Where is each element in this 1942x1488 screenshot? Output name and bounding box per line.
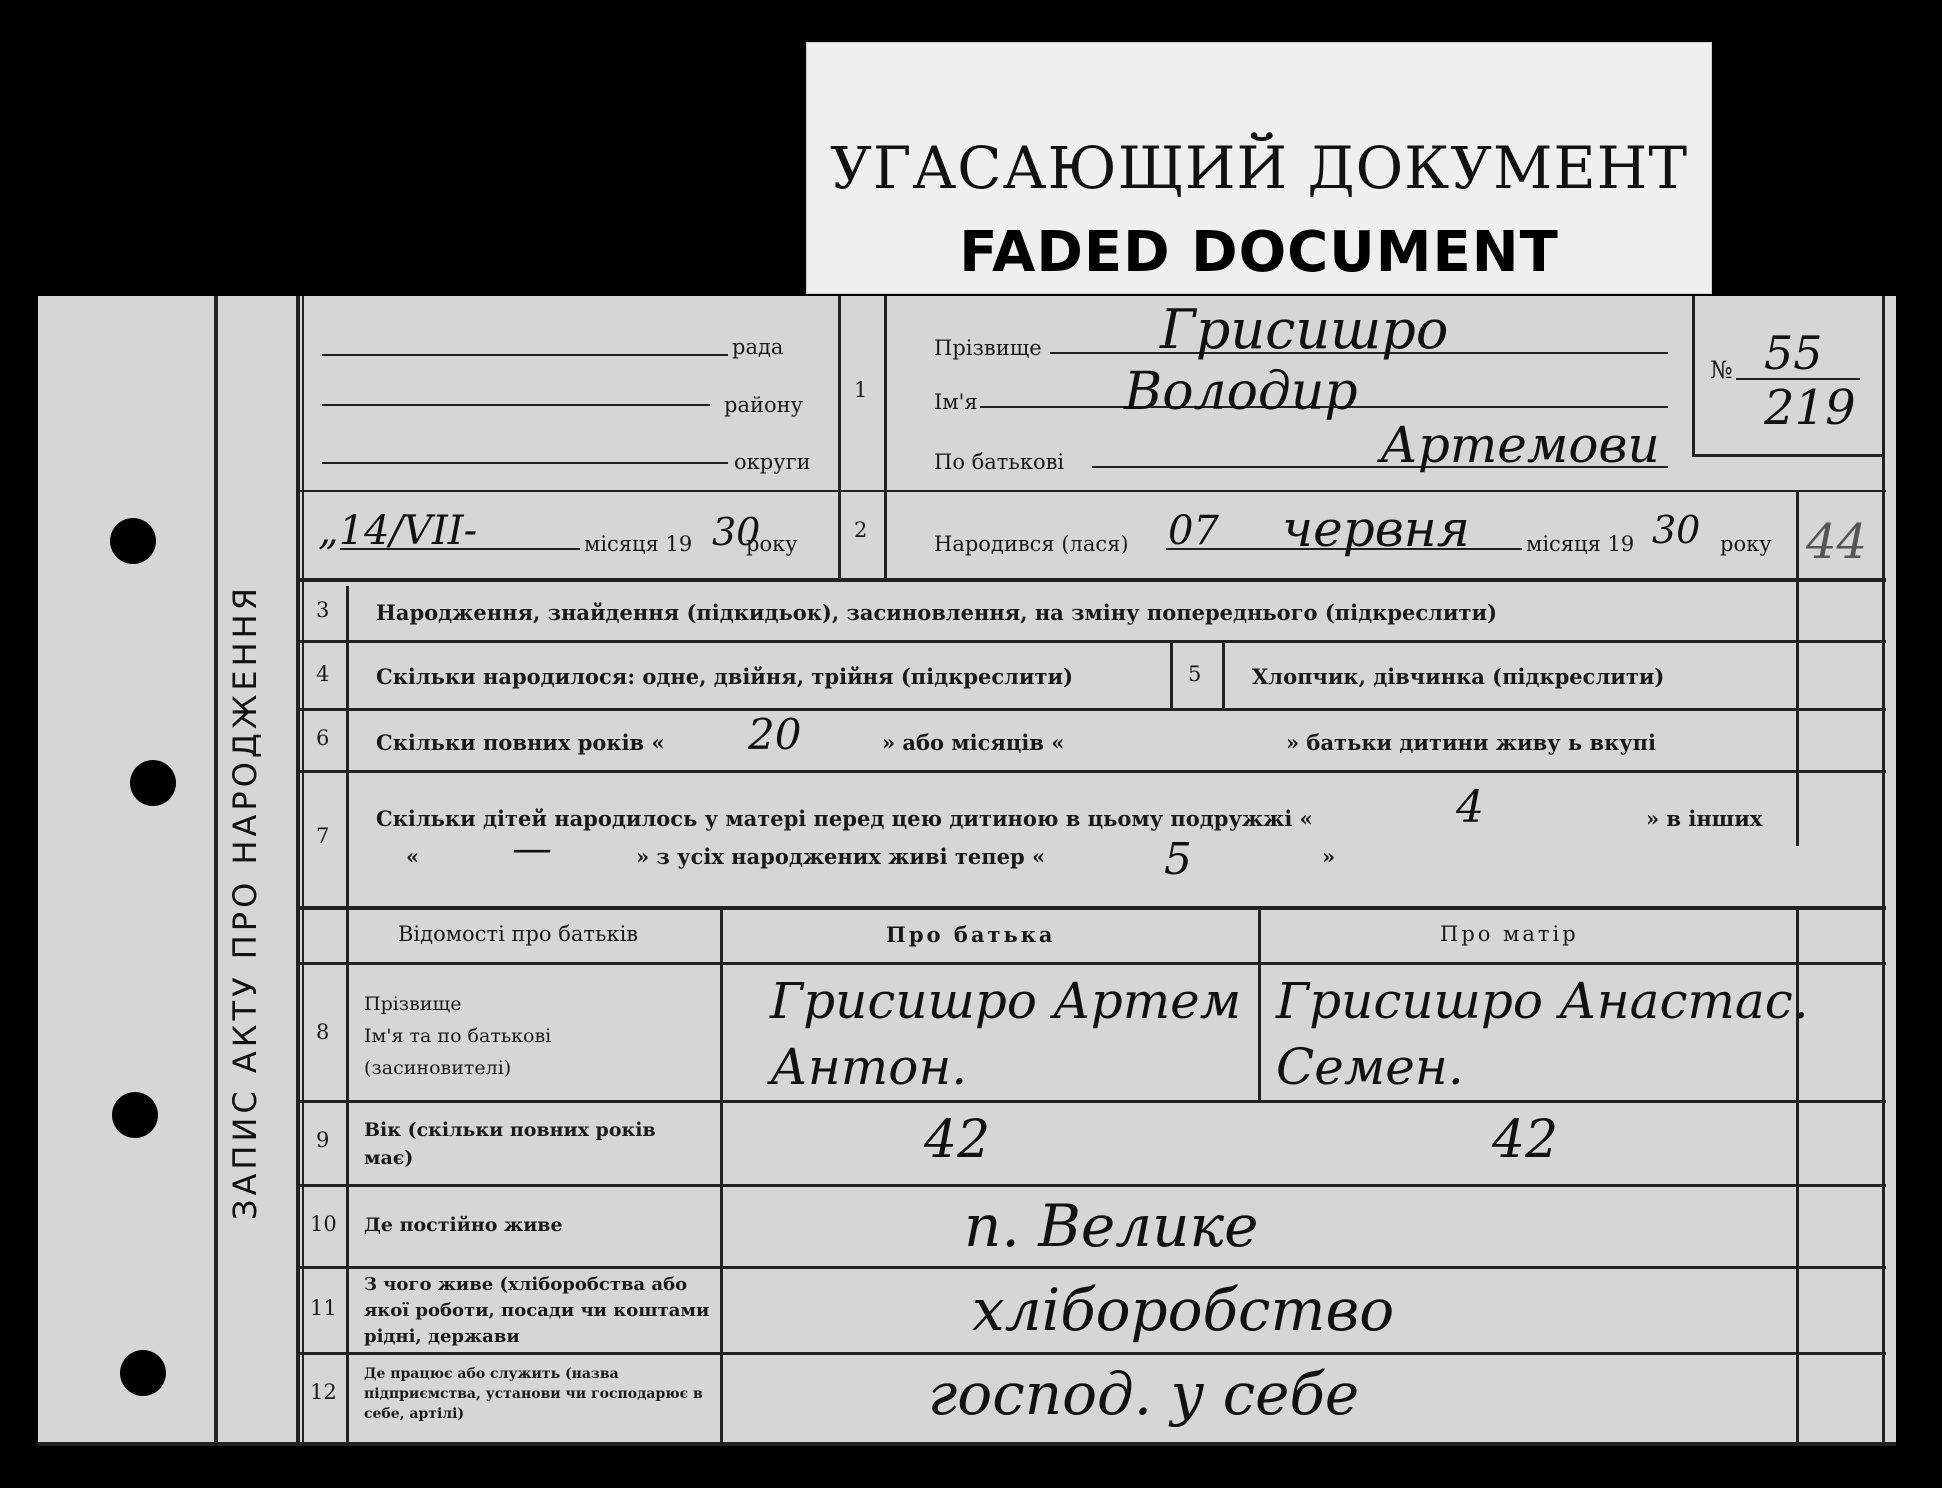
workplace: господ. у себе <box>928 1360 1360 1428</box>
years-together: 20 <box>748 710 802 759</box>
occupation: хліборобство <box>972 1276 1395 1344</box>
row-number: 11 <box>310 1296 337 1320</box>
father-age: 42 <box>924 1110 991 1170</box>
parents-header-father: Про батька <box>886 922 1056 947</box>
label-russian: УГАСАЮЩИЙ ДОКУМЕНТ <box>829 134 1689 202</box>
row-number: 5 <box>1188 662 1202 686</box>
margin-note: 44 <box>1806 514 1868 570</box>
row-number: 4 <box>316 662 330 686</box>
mother-age: 42 <box>1492 1110 1559 1170</box>
row7-line2-b: » з усіх народжених живі тепер « <box>636 844 1046 869</box>
child-name: Володир <box>1124 362 1358 422</box>
month-label: місяця 19 <box>584 532 693 556</box>
registration-year: 30 <box>712 510 761 554</box>
parents-header-info: Відомості про батьків <box>398 922 639 946</box>
reg-number-bottom: 219 <box>1764 380 1856 436</box>
row6-text-a: Скільки повних років « <box>376 730 665 755</box>
row10-label: Де постійно живе <box>364 1214 563 1236</box>
year-label: року <box>746 532 798 556</box>
form-vertical-title: ЗАПИС АКТУ ПРО НАРОДЖЕННЯ <box>226 584 264 1220</box>
faded-document-label <box>806 42 1712 294</box>
month-label: місяця 19 <box>1526 532 1635 556</box>
registration-date: „14/VII- <box>318 508 478 554</box>
row-number: 8 <box>316 1020 330 1044</box>
row7-line1: Скільки дітей народилось у матері перед цею дитиною в цьому подружжі « <box>376 806 1313 831</box>
reg-number-top: 55 <box>1764 326 1823 380</box>
row-number: 7 <box>316 824 330 848</box>
father-full-name: Грисишро Артем Антон. <box>770 972 1242 1096</box>
row7-line2-a: « <box>406 844 420 869</box>
row7-line2-c: » <box>1322 844 1336 869</box>
patronymic-label: По батькові <box>934 450 1065 474</box>
row9-label: Вік (скільки повних років має) <box>364 1119 656 1169</box>
section-number: 1 <box>854 378 868 402</box>
row6-text-c: » батьки дитини живу ь вкупі <box>1286 730 1657 755</box>
birth-month: червня <box>1282 500 1470 558</box>
rada-label: рада <box>732 335 784 359</box>
surname-label: Прізвище <box>934 336 1042 360</box>
raion-label: району <box>724 393 803 417</box>
children-before: 4 <box>1456 782 1484 833</box>
child-patronymic: Артемови <box>1380 416 1660 474</box>
born-label: Народився (лася) <box>934 532 1129 556</box>
row11-label: З чого живе (хліборобства або якої роботи, посади чи коштами рідні, держави <box>364 1274 710 1347</box>
birth-day: 07 <box>1168 508 1219 554</box>
row3-text: Народження, знайдення (підкидьок), засиновлення, на зміну попереднього (підкреслити) <box>376 600 1498 625</box>
row-number: 10 <box>310 1212 337 1236</box>
punch-hole <box>110 518 156 564</box>
okrug-label: округи <box>734 450 811 474</box>
punch-hole <box>120 1350 166 1396</box>
children-alive: 5 <box>1164 834 1192 885</box>
year-label: року <box>1720 532 1772 556</box>
row-number: 6 <box>316 726 330 750</box>
row12-label: Де працює або служить (назва підприємства, установи чи господарює в себе, артілі) <box>364 1366 703 1422</box>
row8-label: Прізвище Ім'я та по батькові (засиновителі) <box>364 993 552 1079</box>
birth-year: 30 <box>1652 508 1701 552</box>
row-number: 3 <box>316 598 330 622</box>
row-number: 12 <box>310 1380 337 1404</box>
section-number: 2 <box>854 518 868 542</box>
row5-text: Хлопчик, дівчинка (підкреслити) <box>1252 664 1665 689</box>
label-english: FADED DOCUMENT <box>959 220 1559 285</box>
children-other: — <box>512 826 552 872</box>
child-surname: Грисишро <box>1160 298 1449 361</box>
parents-header-mother: Про матір <box>1440 922 1579 946</box>
reg-number-label: № <box>1710 356 1733 384</box>
residence: п. Велике <box>964 1192 1259 1260</box>
name-label: Ім'я <box>934 390 978 414</box>
row-number: 9 <box>316 1128 330 1152</box>
mother-full-name: Грисишро Анастас. Семен. <box>1276 972 1809 1096</box>
row6-text-b: » або місяців « <box>882 730 1065 755</box>
row7-line1-end: » в інших <box>1646 806 1763 831</box>
punch-hole <box>130 760 176 806</box>
row4-text: Скільки народилося: одне, двійня, трійня (підкреслити) <box>376 664 1074 689</box>
punch-hole <box>112 1092 158 1138</box>
